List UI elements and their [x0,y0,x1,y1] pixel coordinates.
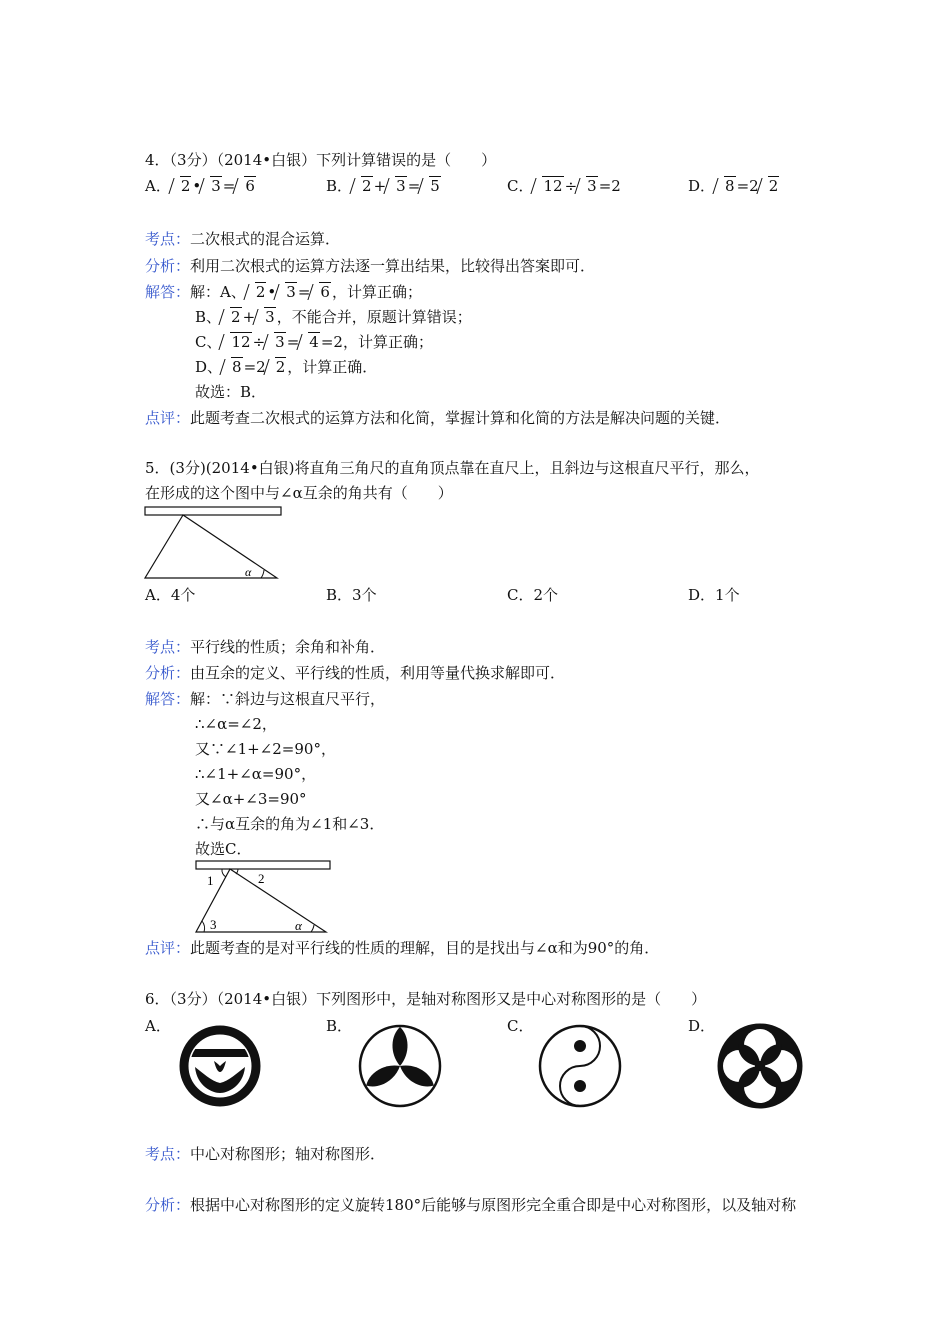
q6-stem: 6．（3分）（2014•白银）下列图形中，是轴对称图形又是中心对称图形的是（ ） [145,990,707,1008]
angle-1-label: 1 [207,873,214,888]
angle-2-arc [236,869,238,874]
q5-jieda-step-6: 故选C． [195,840,252,858]
q6-option-d[interactable]: D． [688,1017,716,1035]
q6-figure-a-icon [175,1025,265,1107]
q4-option-a[interactable]: A． 2 • 3 = 6 [145,177,255,195]
q5-jieda-step-1: ∴∠α=∠2， [195,715,277,733]
q4-kaodian: 考点：二次根式的混合运算． [145,230,341,248]
q6-kaodian: 考点：中心对称图形；轴对称图形． [145,1145,386,1163]
q5-dianping: 点评：此题考查的是对平行线的性质的理解，目的是找出与∠α和为90°的角． [145,939,660,957]
q4-jieda-end: 故选：B． [195,383,267,401]
angle-1-arc [222,869,226,877]
q5-stem-line1: 5．(3分)(2014•白银)将直角三角尺的直角顶点靠在直尺上，且斜边与这根直尺平行，那么， [145,459,760,477]
q5-solution-figure [194,860,334,936]
q4-jieda-d: D、 8 =2 2 ，计算正确． [195,358,378,376]
q4-stem: 4．（3分）（2014•白银）下列计算错误的是（ ） [145,151,497,169]
kaodian-label: 考点： [145,638,191,656]
q6-option-a[interactable]: A． [145,1017,171,1035]
fenxi-label: 分析： [145,1196,191,1214]
q5-figure-ruler-triangle [143,506,288,582]
q5-option-d[interactable]: D．1个 [688,586,740,604]
q5-stem-line2: 在形成的这个图中与∠α互余的角共有（ ） [145,484,453,502]
angle-2-label: 2 [258,871,265,886]
dianping-label: 点评： [145,939,191,957]
q4-fenxi: 分析：利用二次根式的运算方法逐一算出结果，比较得出答案即可． [145,257,596,275]
jieda-label: 解答： [145,283,191,301]
q5-option-b[interactable]: B．3个 [326,586,377,604]
alpha-label: α [245,565,252,579]
kaodian-label: 考点： [145,230,191,248]
q4-option-c[interactable]: C． 12 ÷ 3 =2 [507,177,621,195]
q5-option-c[interactable]: C．2个 [507,586,559,604]
q4-jieda-b: B、 2 + 3 ，不能合并，原题计算错误； [195,308,472,326]
q5-jieda-step-3: ∴∠1+∠α=90°， [195,765,317,783]
angle-3-label: 3 [210,917,217,932]
alpha-arc [311,925,314,932]
fenxi-label: 分析： [145,257,191,275]
fenxi-label: 分析： [145,664,191,682]
q4-option-d[interactable]: D． 8 =2 2 [688,177,779,195]
q4-jieda-c: C、 12 ÷ 3 = 4 =2，计算正确； [195,333,433,351]
q5-jieda-step-2: 又∵∠1+∠2=90°， [195,740,336,758]
alpha-arc [261,570,264,578]
q4-jieda-a: 解答：解：A、 2 • 3 = 6 ，计算正确； [145,283,422,301]
q6-fenxi: 分析：根据中心对称图形的定义旋转180°后能够与原图形完全重合即是中心对称图形，以及轴对称 [145,1196,797,1214]
ruler-rect [196,861,330,869]
triangle-shape [145,515,277,578]
dianping-label: 点评： [145,409,191,427]
angle-3-arc [202,921,205,932]
q6-figure-c-icon [535,1023,625,1109]
alpha-label: α [295,918,302,933]
q5-jieda-step-5: ∴与α互余的角为∠1和∠3． [195,815,385,833]
q6-option-b[interactable]: B． [326,1017,353,1035]
q6-option-c[interactable]: C． [507,1017,534,1035]
q5-kaodian: 考点：平行线的性质；余角和补角． [145,638,386,656]
q5-option-a[interactable]: A．4个 [145,586,196,604]
q5-fenxi: 分析：由互余的定义、平行线的性质，利用等量代换求解即可． [145,664,566,682]
q5-jieda-step-0: 解答：解：∵斜边与这根直尺平行， [145,690,386,708]
q5-jieda-step-4: 又∠α+∠3=90° [195,790,307,808]
q4-dianping: 点评：此题考查二次根式的运算方法和化简，掌握计算和化简的方法是解决问题的关键． [145,409,731,427]
q4-option-b[interactable]: B． 2 + 3 = 5 [326,177,440,195]
q6-figure-b-icon [355,1023,445,1109]
jieda-label: 解答： [145,690,191,708]
kaodian-label: 考点： [145,1145,191,1163]
ruler-rect [145,507,281,515]
q6-figure-d-icon [715,1021,805,1111]
